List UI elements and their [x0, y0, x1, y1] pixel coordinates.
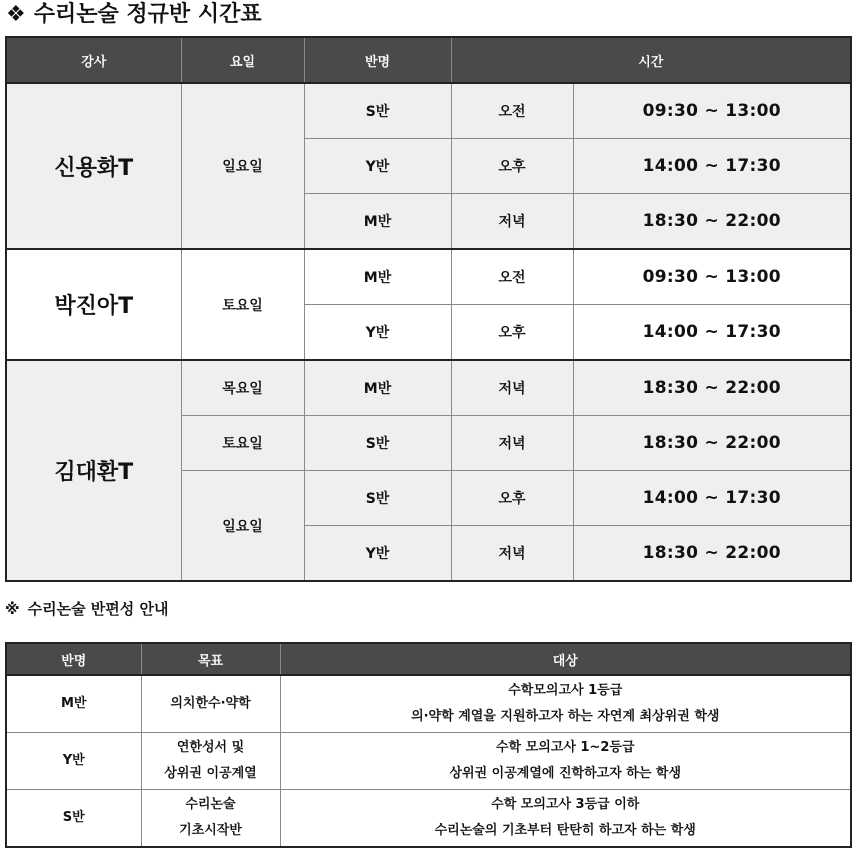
target-line: 수학모의고사 1등급 [508, 683, 623, 698]
class-cell: S반 [304, 416, 451, 471]
period-cell: 저녁 [451, 194, 573, 250]
class-cell: S반 [304, 471, 451, 526]
goal-line: 수리논술 [185, 797, 236, 812]
time-cell: 09:30 ~ 13:00 [573, 83, 851, 139]
table-row [6, 733, 851, 790]
goal-cell [141, 733, 280, 790]
header-class: 반명 [6, 643, 141, 675]
page-title-text: 수리논술 정규반 시간표 [33, 2, 262, 27]
reference-mark-icon: ※ [5, 600, 20, 618]
teacher-name: 박진아T [6, 249, 181, 360]
target-cell [280, 790, 851, 848]
diamond-bullet-icon: ❖ [6, 2, 26, 27]
target-line: 의·약학 계열을 지원하고자 하는 자연계 최상위권 학생 [411, 709, 720, 724]
section-heading [5, 596, 168, 622]
time-cell: 14:00 ~ 17:30 [573, 305, 851, 361]
period-cell: 오전 [451, 83, 573, 139]
page-title [6, 0, 262, 36]
period-cell: 오전 [451, 249, 573, 305]
target-cell [280, 733, 851, 790]
time-cell: 18:30 ~ 22:00 [573, 416, 851, 471]
header-teacher: 강사 [6, 37, 181, 83]
target-line: 수학 모의고사 1~2등급 [496, 740, 635, 755]
period-cell: 저녁 [451, 526, 573, 582]
header-class: 반명 [304, 37, 451, 83]
target-line: 수리논술의 기초부터 탄탄히 하고자 하는 학생 [434, 823, 696, 838]
header-goal: 목표 [141, 643, 280, 675]
section-heading-text: 수리논술 반편성 안내 [27, 600, 169, 618]
time-cell: 14:00 ~ 17:30 [573, 471, 851, 526]
goal-line: 의치한수·약학 [170, 696, 251, 711]
class-cell: M반 [304, 249, 451, 305]
goal-line: 기초시작반 [179, 823, 242, 838]
class-cell: Y반 [304, 305, 451, 361]
day-cell: 일요일 [181, 83, 304, 249]
schedule-table [5, 36, 852, 582]
goal-cell [141, 675, 280, 733]
teacher-name: 신용화T [6, 83, 181, 249]
class-cell: Y반 [6, 733, 141, 790]
class-guide-table [5, 642, 852, 848]
period-cell: 저녁 [451, 416, 573, 471]
time-cell: 18:30 ~ 22:00 [573, 194, 851, 250]
class-cell: Y반 [304, 526, 451, 582]
class-cell: S반 [304, 83, 451, 139]
goal-line: 상위권 이공계열 [164, 766, 257, 781]
time-cell: 09:30 ~ 13:00 [573, 249, 851, 305]
class-cell: M반 [6, 675, 141, 733]
header-day: 요일 [181, 37, 304, 83]
table-row [6, 790, 851, 848]
table-row [6, 360, 851, 416]
class-cell: Y반 [304, 139, 451, 194]
schedule-header-row [6, 37, 851, 83]
period-cell: 오후 [451, 471, 573, 526]
time-cell: 18:30 ~ 22:00 [573, 526, 851, 582]
class-cell: S반 [6, 790, 141, 848]
target-line: 수학 모의고사 3등급 이하 [491, 797, 640, 812]
target-cell [280, 675, 851, 733]
target-line: 상위권 이공계열에 진학하고자 하는 학생 [449, 766, 682, 781]
header-target: 대상 [280, 643, 851, 675]
period-cell: 오후 [451, 139, 573, 194]
day-cell: 목요일 [181, 360, 304, 416]
goal-cell [141, 790, 280, 848]
guide-header-row [6, 643, 851, 675]
class-cell: M반 [304, 194, 451, 250]
period-cell: 저녁 [451, 360, 573, 416]
time-cell: 14:00 ~ 17:30 [573, 139, 851, 194]
day-cell: 일요일 [181, 471, 304, 582]
table-row [6, 249, 851, 305]
teacher-name: 김대환T [6, 360, 181, 581]
period-cell: 오후 [451, 305, 573, 361]
class-cell: M반 [304, 360, 451, 416]
goal-line: 연한성서 및 [176, 740, 245, 755]
day-cell: 토요일 [181, 416, 304, 471]
header-time: 시간 [451, 37, 851, 83]
table-row [6, 675, 851, 733]
day-cell: 토요일 [181, 249, 304, 360]
table-row [6, 83, 851, 139]
time-cell: 18:30 ~ 22:00 [573, 360, 851, 416]
